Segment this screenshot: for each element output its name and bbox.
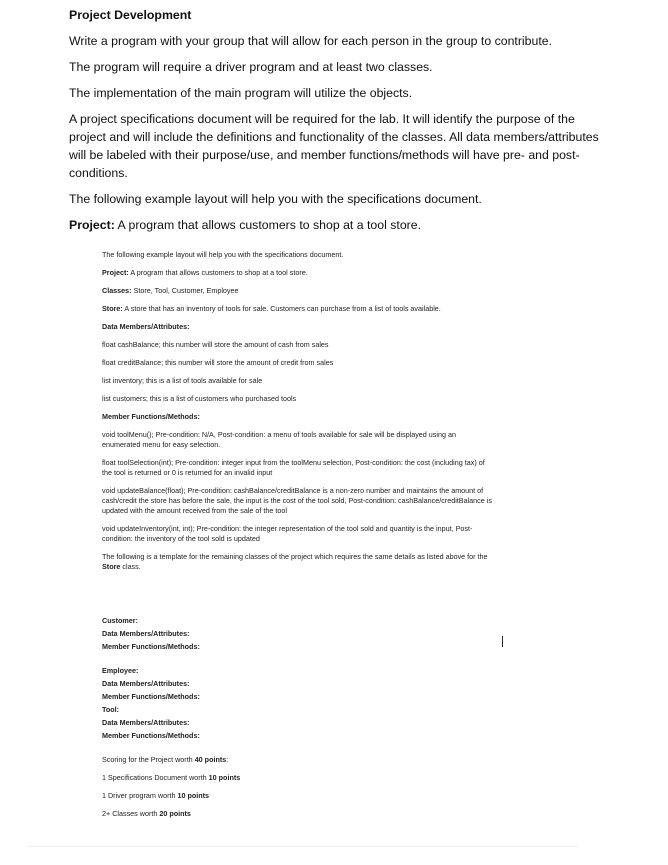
scoring-item-points: 20 points — [159, 809, 191, 818]
classes-label: Classes: — [102, 286, 132, 295]
scoring-item-text: 2+ Classes worth — [102, 809, 160, 818]
scoring-item — [102, 809, 492, 819]
project-text: A program that allows customers to shop at a tool store. — [114, 218, 422, 232]
template-store: Store — [102, 562, 121, 571]
paragraph: A project specifications document will be required for the lab. It will identify the purpose of the project and will include the definitions and functionality of the classes. All data members/attributes will be labeled with their purpose/use, and member functions/methods will have pre- and post-conditions. — [69, 112, 599, 180]
template-note — [102, 552, 492, 572]
scoring-points: 40 points — [194, 755, 227, 764]
scoring-colon: : — [226, 755, 229, 764]
embedded-project-text: A program that allows customers to shop at a tool store. — [128, 268, 308, 277]
store-line — [102, 304, 492, 314]
embedded-project-label: Project: — [102, 268, 129, 277]
tool-label: Tool: — [102, 705, 120, 714]
data-member-item: float cashBalance; this number will store the amount of cash from sales — [102, 340, 329, 349]
customer-member-functions: Member Functions/Methods: — [102, 642, 200, 651]
tool-member-functions: Member Functions/Methods: — [102, 731, 200, 740]
embedded-specification-image — [102, 250, 492, 827]
employee-label: Employee: — [102, 666, 139, 675]
employee-member-functions: Member Functions/Methods: — [102, 692, 200, 701]
data-member-item: list customers; this is a list of customers who purchased tools — [102, 394, 297, 403]
paragraph: The program will require a driver program and at least two classes. — [69, 60, 433, 74]
member-functions-heading: Member Functions/Methods: — [102, 412, 200, 421]
top-section — [69, 6, 609, 242]
customer-label: Customer: — [102, 616, 138, 625]
tool-data-members: Data Members/Attributes: — [102, 718, 190, 727]
template-text: The following is a template for the remaining classes of the project which requires the same details as listed above for the — [102, 552, 488, 561]
member-function-item: void toolMenu(); Pre-condition: N/A, Post-condition: a menu of tools available for sale will be displayed using an enumerated menu for easy selection. — [102, 430, 456, 449]
scoring-line — [102, 755, 492, 765]
member-function-item: void updateBalance(float); Pre-condition: cashBalance/creditBalance is a non-zero number and maintains the amount of cash/credit the store has before the sale, the input is the cost of the tool sold, Post-condition: cashBalance/creditBalance is updated with the amount received from the sale of the tool — [102, 486, 492, 515]
data-member-item: list inventory; this is a list of tools available for sale — [102, 376, 263, 385]
project-label: Project: — [69, 218, 115, 232]
store-text: A store that has an inventory of tools for sale. Customers can purchase from a list of tools available. — [122, 304, 441, 313]
scoring-item-text: 1 Specifications Document worth — [102, 773, 209, 782]
scoring-item-points: 10 points — [208, 773, 241, 782]
scoring-item-points: 10 points — [177, 791, 210, 800]
paragraph: The implementation of the main program will utilize the objects. — [69, 86, 413, 100]
cutoff-text-fragment — [69, 222, 269, 228]
page-title: Project Development — [69, 8, 192, 22]
employee-data-members: Data Members/Attributes: — [102, 679, 190, 688]
paragraph: Write a program with your group that will allow for each person in the group to contribute. — [69, 34, 553, 48]
customer-data-members: Data Members/Attributes: — [102, 629, 190, 638]
member-function-item: float toolSelection(int); Pre-condition: integer input from the toolMenu selection, Post-condition: the cost (including tax) of the tool is returned or 0 is returned for an invalid input — [102, 458, 485, 477]
template-end: class. — [120, 562, 141, 571]
embedded-intro: The following example layout will help you with the specifications document. — [102, 250, 344, 259]
scoring-item-text: 1 Driver program worth — [102, 791, 178, 800]
member-function-item: void updateInventory(int, int); Pre-condition: the integer representation of the tool sold and quantity is the input, Post-condition: the inventory of the tool sold is updated — [102, 524, 473, 543]
scoring-item — [102, 791, 492, 801]
data-member-item: float creditBalance; this number will store the amount of credit from sales — [102, 358, 334, 367]
classes-text: Store, Tool, Customer, Employee — [131, 286, 239, 295]
paragraph: The following example layout will help you with the specifications document. — [69, 192, 482, 206]
data-members-heading: Data Members/Attributes: — [102, 322, 190, 331]
embedded-project-line — [102, 268, 492, 278]
text-cursor — [502, 636, 503, 647]
embedded-classes-line — [102, 286, 492, 296]
scoring-text: Scoring for the Project worth — [102, 755, 195, 764]
scoring-item — [102, 773, 492, 783]
page-bottom-edge — [28, 846, 578, 847]
store-label: Store: — [102, 304, 123, 313]
